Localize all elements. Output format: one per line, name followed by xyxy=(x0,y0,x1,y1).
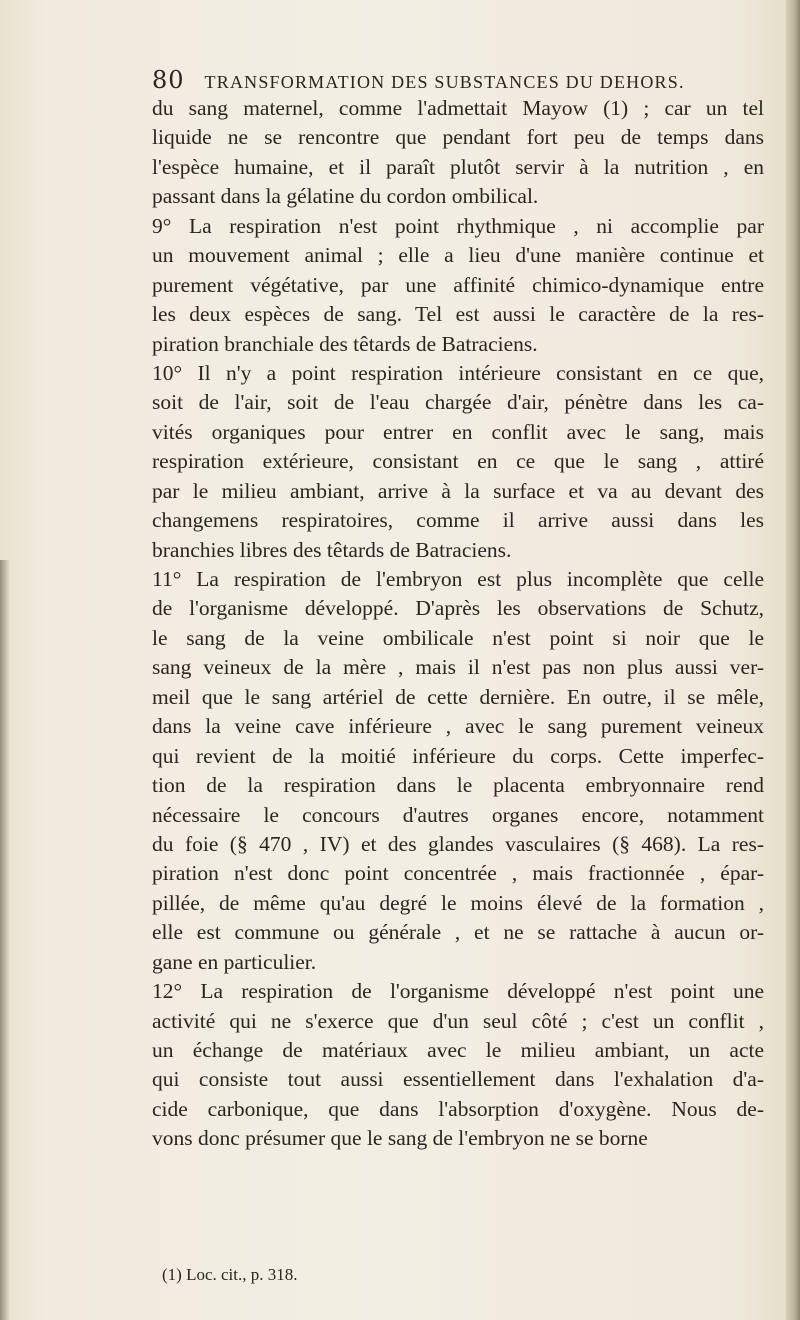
text-line: du sang maternel, comme l'admettait Mayow (1) ; car un tel xyxy=(152,96,764,120)
text-line: meil que le sang artériel de cette dernière. En outre, il se mêle, xyxy=(152,684,764,709)
text-line: par le milieu ambiant, arrive à la surface et va au devant des xyxy=(152,478,764,503)
text-line: soit de l'air, soit de l'eau chargée d'air, pénètre dans les ca- xyxy=(152,390,764,415)
text-line: l'espèce humaine, et il paraît plutôt servir à la nutrition , en xyxy=(152,154,764,179)
text-line: 9° La respiration n'est point rhythmique , ni accomplie par xyxy=(152,213,764,238)
text-line: nécessaire le concours d'autres organes encore, notamment xyxy=(152,802,764,827)
text-line: gane en particulier. xyxy=(152,949,317,974)
text-line: passant dans la gélatine du cordon ombilical. xyxy=(152,184,539,209)
text-line: qui consiste tout aussi essentiellement dans l'exhalation d'a- xyxy=(152,1067,764,1092)
text-line: un échange de matériaux avec le milieu ambiant, un acte xyxy=(152,1038,764,1062)
text-line: du foie (§ 470 , IV) et des glandes vasculaires (§ 468). La res- xyxy=(152,831,764,856)
text-line: cide carbonique, que dans l'absorption d'oxygène. Nous de- xyxy=(152,1096,764,1121)
text-line: sang veineux de la mère , mais il n'est pas non plus aussi ver- xyxy=(152,655,764,680)
page-edge-shadow xyxy=(786,0,800,1320)
text-line: liquide ne se rencontre que pendant fort peu de temps dans xyxy=(152,125,764,150)
text-line: qui revient de la moitié inférieure du corps. Cette imperfec- xyxy=(152,743,764,768)
text-line: tion de la respiration dans le placenta embryonnaire rend xyxy=(152,773,764,798)
text-line: dans la veine cave inférieure , avec le sang purement veineux xyxy=(152,714,764,739)
binding-shadow xyxy=(0,560,10,1320)
body-text xyxy=(152,94,764,1154)
text-line: piration branchiale des têtards de Batraciens. xyxy=(152,331,538,356)
running-header xyxy=(152,66,712,94)
text-line: les deux espèces de sang. Tel est aussi le caractère de la res- xyxy=(152,302,764,327)
text-line: purement végétative, par une affinité chimico-dynamique entre xyxy=(152,272,764,297)
text-line: le sang de la veine ombilicale n'est point si noir que le xyxy=(152,625,764,650)
page-number: 80 xyxy=(152,66,185,94)
text-line: branchies libres des têtards de Batraciens. xyxy=(152,537,512,562)
text-line: vons donc présumer que le sang de l'embryon ne se borne xyxy=(152,1126,648,1151)
text-line: pillée, de même qu'au degré le moins élevé de la formation , xyxy=(152,890,764,915)
text-line: changemens respiratoires, comme il arrive aussi dans les xyxy=(152,508,764,533)
footnote: (1) Loc. cit., p. 318. xyxy=(162,1265,298,1284)
text-line: activité qui ne s'exerce que d'un seul côté ; c'est un conflit , xyxy=(152,1008,764,1033)
text-line: respiration extérieure, consistant en ce que le sang , attiré xyxy=(152,449,764,474)
text-line: de l'organisme développé. D'après les observations de Schutz, xyxy=(152,596,764,621)
running-title: TRANSFORMATION DES SUBSTANCES DU DEHORS. xyxy=(204,72,685,92)
text-line: piration n'est donc point concentrée , mais fractionnée , épar- xyxy=(152,861,764,886)
text-line: un mouvement animal ; elle a lieu d'une manière continue et xyxy=(152,243,764,268)
text-line: vités organiques pour entrer en conflit avec le sang, mais xyxy=(152,419,764,444)
text-line: 12° La respiration de l'organisme développé n'est point une xyxy=(152,979,764,1004)
text-line: 11° La respiration de l'embryon est plus incomplète que celle xyxy=(152,567,764,591)
text-line: 10° Il n'y a point respiration intérieure consistant en ce que, xyxy=(152,360,764,385)
text-line: elle est commune ou générale , et ne se rattache à aucun or- xyxy=(152,920,764,945)
